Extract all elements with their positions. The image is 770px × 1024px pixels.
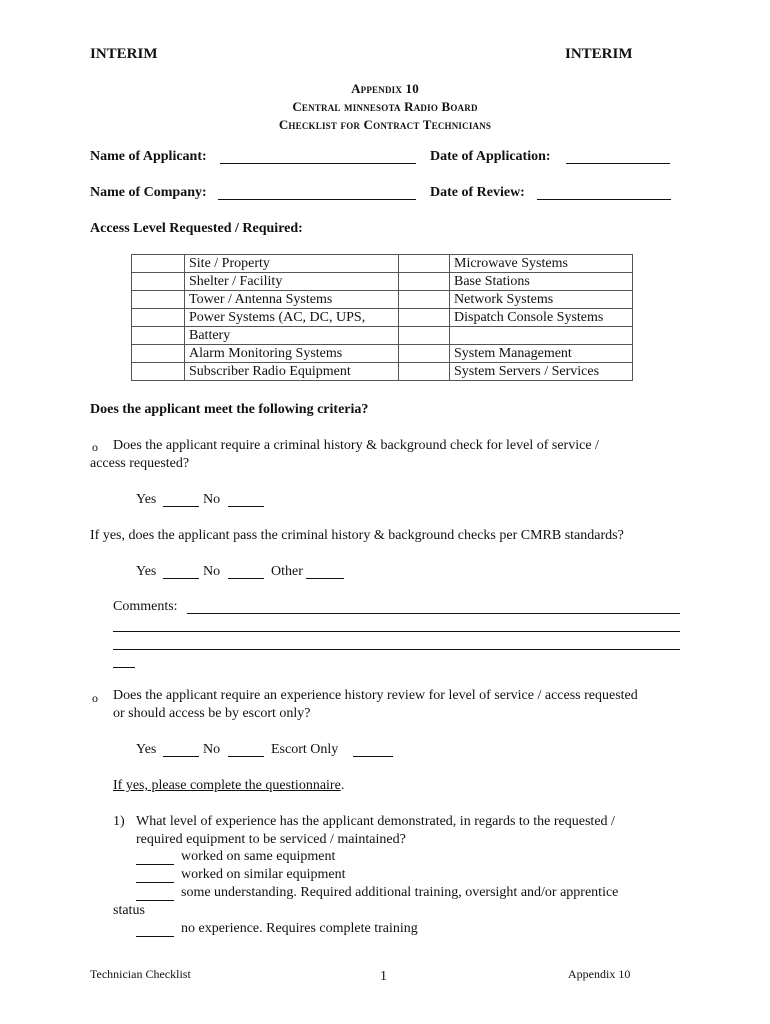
background-check-question-cont: access requested? [90, 456, 190, 471]
table-row [132, 309, 633, 327]
experience-level-question: What level of experience has the applicant demonstrated, in regards to the requested / [136, 814, 615, 829]
criteria-heading: Does the applicant meet the following criteria? [90, 402, 369, 417]
application-date-label: Date of Application: [430, 149, 551, 164]
access-item: Dispatch Console Systems [450, 309, 633, 327]
title-checklist: Checklist for Contract Technicians [278, 117, 492, 132]
access-item: System Management [450, 345, 633, 363]
checkbox-cell[interactable] [132, 291, 185, 309]
table-row [132, 291, 633, 309]
no-label: No [203, 742, 221, 757]
access-item: Power Systems (AC, DC, UPS, [185, 309, 399, 327]
option-blank[interactable] [136, 936, 174, 937]
bullet-icon: o [92, 440, 98, 454]
other-label: Other [271, 564, 303, 579]
checkbox-cell[interactable] [399, 291, 450, 309]
access-item: Tower / Antenna Systems [185, 291, 399, 309]
option-some-understanding-cont: status [113, 903, 145, 918]
applicant-name-blank[interactable] [220, 163, 416, 164]
footer-right: Appendix 10 [568, 967, 631, 981]
review-date-label: Date of Review: [430, 185, 525, 200]
no-blank[interactable] [228, 756, 264, 757]
no-label: No [203, 564, 221, 579]
access-item [450, 327, 633, 345]
option-blank[interactable] [136, 864, 174, 865]
yes-label: Yes [136, 492, 157, 507]
other-blank[interactable] [306, 578, 344, 579]
header-left: INTERIM [90, 46, 158, 62]
comments-line[interactable] [113, 649, 680, 650]
no-label: No [203, 492, 221, 507]
checkbox-cell[interactable] [132, 345, 185, 363]
background-pass-question: If yes, does the applicant pass the criminal history & background checks per CMRB standards? [90, 528, 624, 543]
checkbox-cell[interactable] [132, 255, 185, 273]
comments-line[interactable] [187, 613, 680, 614]
escort-blank[interactable] [353, 756, 393, 757]
access-item: Subscriber Radio Equipment [185, 363, 399, 381]
table-row [132, 363, 633, 381]
yes-label: Yes [136, 564, 157, 579]
footer-left: Technician Checklist [90, 967, 191, 981]
escort-label: Escort Only [271, 742, 339, 757]
access-item: Shelter / Facility [185, 273, 399, 291]
header-right: INTERIM [565, 46, 633, 62]
access-item: Battery [185, 327, 399, 345]
option-blank[interactable] [136, 882, 174, 883]
experience-level-question-cont: required equipment to be serviced / maintained? [136, 832, 406, 847]
bullet-icon: o [92, 691, 98, 705]
checkbox-cell[interactable] [399, 255, 450, 273]
checkbox-cell[interactable] [399, 363, 450, 381]
title-appendix: Appendix 10 [351, 81, 419, 96]
checkbox-cell[interactable] [399, 309, 450, 327]
table-row [132, 327, 633, 345]
questionnaire-note: If yes, please complete the questionnaire. [113, 778, 345, 793]
experience-question: Does the applicant require an experience history review for level of service / access requested [113, 688, 638, 703]
access-item: Base Stations [450, 273, 633, 291]
checkbox-cell[interactable] [132, 273, 185, 291]
applicant-label: Name of Applicant: [90, 149, 207, 164]
page-number: 1 [380, 969, 387, 984]
title-board: Central minnesota Radio Board [292, 99, 478, 114]
review-date-blank[interactable] [537, 199, 671, 200]
option-no-experience: no experience. Requires complete training [181, 921, 418, 936]
access-level-table [131, 254, 633, 381]
checkbox-cell[interactable] [132, 327, 185, 345]
experience-question-cont: or should access be by escort only? [113, 706, 311, 721]
option-some-understanding: some understanding. Required additional training, oversight and/or apprentice [181, 885, 619, 900]
yes-label: Yes [136, 742, 157, 757]
company-label: Name of Company: [90, 185, 207, 200]
access-item: Network Systems [450, 291, 633, 309]
option-same-equipment: worked on same equipment [181, 849, 336, 864]
application-date-blank[interactable] [566, 163, 670, 164]
checkbox-cell[interactable] [399, 273, 450, 291]
access-level-label: Access Level Requested / Required: [90, 221, 303, 236]
checkbox-cell[interactable] [132, 309, 185, 327]
option-similar-equipment: worked on similar equipment [181, 867, 346, 882]
option-blank[interactable] [136, 900, 174, 901]
yes-blank[interactable] [163, 506, 199, 507]
no-blank[interactable] [228, 506, 264, 507]
question-number: 1) [113, 814, 125, 829]
checkbox-cell[interactable] [399, 345, 450, 363]
checkbox-cell[interactable] [399, 327, 450, 345]
comments-label: Comments: [113, 599, 178, 614]
access-item: System Servers / Services [450, 363, 633, 381]
company-name-blank[interactable] [218, 199, 416, 200]
comments-line[interactable] [113, 631, 680, 632]
no-blank[interactable] [228, 578, 264, 579]
access-item: Alarm Monitoring Systems [185, 345, 399, 363]
access-item: Microwave Systems [450, 255, 633, 273]
yes-blank[interactable] [163, 578, 199, 579]
table-row [132, 255, 633, 273]
background-check-question: Does the applicant require a criminal history & background check for level of service / [113, 438, 599, 453]
yes-blank[interactable] [163, 756, 199, 757]
table-row [132, 273, 633, 291]
checkbox-cell[interactable] [132, 363, 185, 381]
comments-line[interactable] [113, 667, 135, 668]
access-item: Site / Property [185, 255, 399, 273]
table-row [132, 345, 633, 363]
